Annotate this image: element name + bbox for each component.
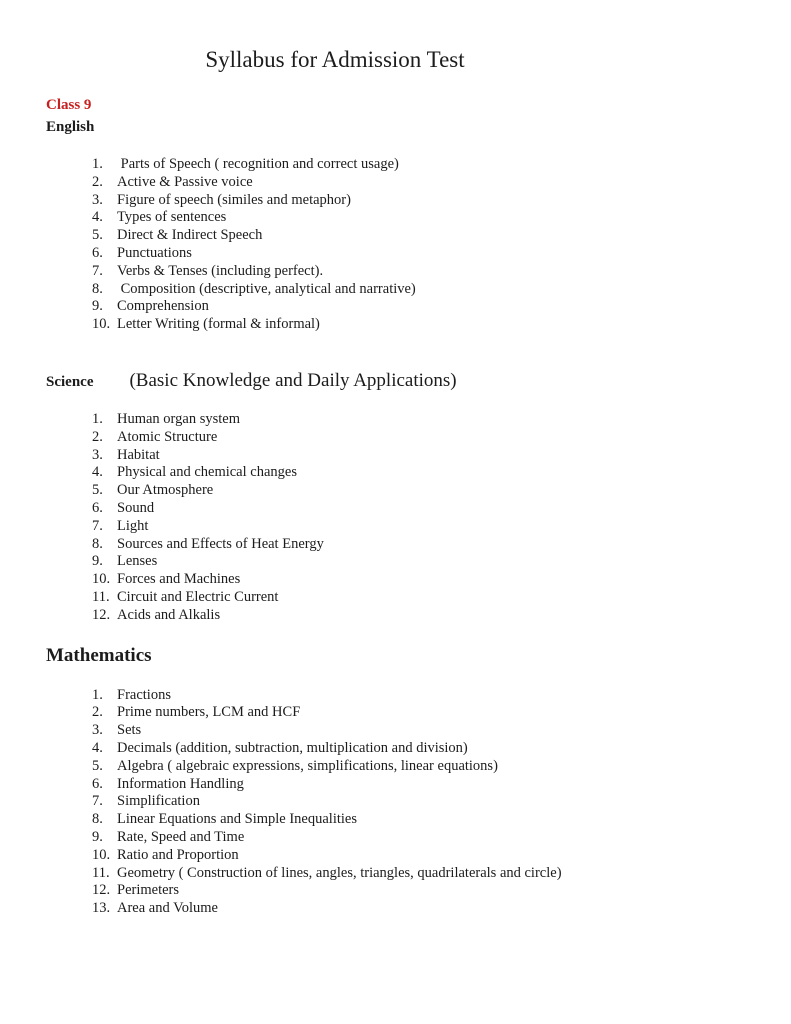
list-item: Decimals (addition, subtraction, multiplication and division) <box>117 739 468 756</box>
section-english <box>0 116 791 334</box>
list-item: Comprehension <box>117 298 209 315</box>
list-item: Simplification <box>117 793 200 810</box>
section-heading-science: Science <box>46 373 94 390</box>
list-item: Circuit and Electric Current <box>117 588 279 605</box>
section-heading-science-line <box>46 369 791 394</box>
list-item: Types of sentences <box>117 209 227 226</box>
list-item: Sources and Effects of Heat Energy <box>117 535 324 552</box>
list-item: Punctuations <box>117 244 192 261</box>
list-item: Information Handling <box>117 775 244 792</box>
english-topic-list <box>0 156 791 334</box>
list-item: Rate, Speed and Time <box>117 828 245 845</box>
page-title: Syllabus for Admission Test <box>205 47 465 72</box>
list-item: Linear Equations and Simple Inequalities <box>117 811 357 828</box>
list-item: Our Atmosphere <box>117 482 214 499</box>
list-item: Ratio and Proportion <box>117 846 239 863</box>
list-item: Figure of speech (similes and metaphor) <box>117 191 351 208</box>
section-science <box>0 369 791 625</box>
list-item: Fractions <box>117 686 171 703</box>
list-item: Composition (descriptive, analytical and narrative) <box>117 280 416 297</box>
list-item: Atomic Structure <box>117 428 218 445</box>
list-item: Parts of Speech ( recognition and correct usage) <box>117 156 399 172</box>
list-item: Prime numbers, LCM and HCF <box>117 704 301 721</box>
section-subheading-science: (Basic Knowledge and Daily Applications) <box>129 369 457 391</box>
list-item: Light <box>117 517 149 534</box>
list-item: Acids and Alkalis <box>117 606 221 623</box>
section-heading-english: English <box>46 119 95 135</box>
class-label: Class 9 <box>46 97 92 113</box>
list-item: Physical and chemical changes <box>117 464 297 481</box>
mathematics-topic-list <box>0 687 791 918</box>
list-item: Letter Writing (formal & informal) <box>117 316 320 333</box>
list-item: Perimeters <box>117 882 180 899</box>
list-item: Geometry ( Construction of lines, angles, triangles, quadrilaterals and circle) <box>117 864 562 881</box>
list-item: Sets <box>117 722 142 739</box>
list-item: Area and Volume <box>117 900 218 917</box>
section-mathematics <box>0 644 791 918</box>
list-item: Human organ system <box>117 410 240 427</box>
list-item: Habitat <box>117 446 160 463</box>
list-item: Algebra ( algebraic expressions, simplifications, linear equations) <box>117 757 498 774</box>
section-heading-mathematics: Mathematics <box>46 644 152 666</box>
list-item: Lenses <box>117 553 158 570</box>
science-topic-list <box>0 411 791 625</box>
list-item: Verbs & Tenses (including perfect). <box>117 262 324 279</box>
list-item: Forces and Machines <box>117 571 241 588</box>
list-item: Active & Passive voice <box>117 173 253 190</box>
list-item: Sound <box>117 499 155 516</box>
list-item: Direct & Indirect Speech <box>117 227 263 244</box>
